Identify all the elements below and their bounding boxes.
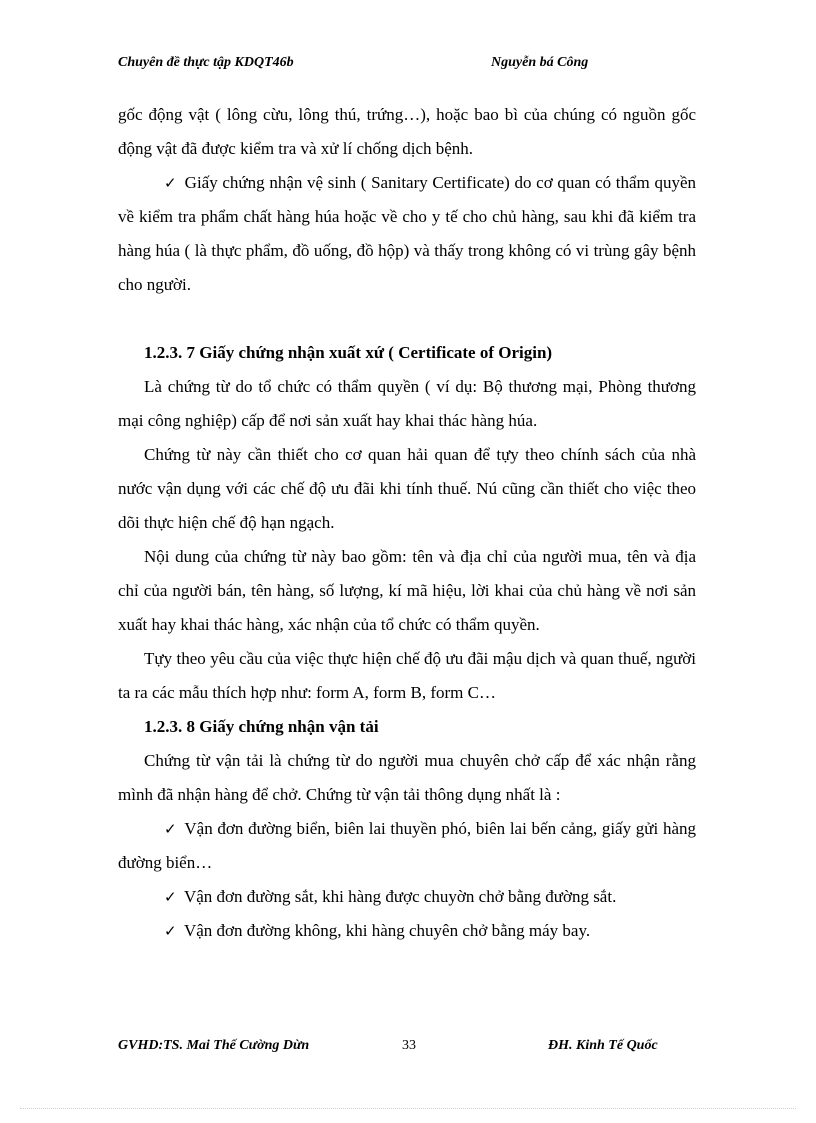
paragraph: Chứng từ này cần thiết cho cơ quan hải quan để tựy theo chính sách của nhà nước vận dụng với các chế độ ưu đãi khi tính thuế. Nú cũng cần thiết cho việc theo dõi thực hiện chế độ hạn ngạch.	[118, 445, 696, 532]
paragraph: Là chứng từ do tổ chức có thẩm quyền ( ví dụ: Bộ thương mại, Phòng thương mại công nghiệp) cấp để nơi sản xuất hay khai thác hàng húa.	[118, 377, 696, 430]
checklist-text: Vận đơn đường sắt, khi hàng được chuyờn chở bằng đường sắt.	[183, 887, 617, 906]
check-icon: ✓	[164, 922, 177, 940]
check-icon: ✓	[164, 820, 177, 838]
checklist-text: Vận đơn đường không, khi hàng chuyên chở bằng máy bay.	[183, 921, 591, 940]
page-number: 33	[402, 1038, 416, 1053]
footer-left: GVHD:TS. Mai Thế Cường Dừn	[118, 1038, 310, 1053]
page-bottom-divider	[20, 1108, 796, 1109]
paragraph: Chứng từ vận tải là chứng từ do người mua chuyên chở cấp để xác nhận rằng mình đã nhận hàng để chở. Chứng từ vận tải thông dụng nhất là :	[118, 751, 696, 804]
section-heading-1-2-3-7: 1.2.3. 7 Giấy chứng nhận xuất xứ ( Certificate of Origin)	[144, 343, 553, 362]
body-text	[118, 98, 696, 948]
paragraph: gốc động vật ( lông cừu, lông thú, trứng…), hoặc bao bì của chúng có nguồn gốc động vật đã được kiểm tra và xử lí chống dịch bệnh.	[118, 105, 696, 158]
checklist-item	[118, 914, 696, 948]
header-right: Nguyễn bá Công	[491, 55, 589, 70]
paragraph: Nội dung của chứng từ này bao gồm: tên và địa chỉ của người mua, tên và địa chỉ của người bán, tên hàng, số lượng, kí mã hiệu, lời khai của chủ hàng về nơi sản xuất hay khai thác hàng, xác nhận của tổ chức có thẩm quyền.	[118, 547, 696, 634]
checklist-text: Giấy chứng nhận vệ sinh ( Sanitary Certificate) do cơ quan có thẩm quyền về kiểm tra phẩm chất hàng húa hoặc về cho y tế cho chủ hàng, sau khi đã kiểm tra hàng húa ( là thực phẩm, đồ uống, đồ hộp) và thấy trong không có vi trùng gây bệnh cho người.	[118, 173, 696, 294]
checklist-item	[118, 166, 696, 302]
header-left: Chuyên đề thực tập KDQT46b	[118, 55, 294, 70]
check-icon: ✓	[164, 888, 177, 906]
checklist-text: Vận đơn đường biển, biên lai thuyền phó, biên lai bến cảng, giấy gửi hàng đường biển…	[118, 819, 696, 872]
check-icon: ✓	[164, 174, 177, 192]
checklist-item	[118, 812, 696, 880]
section-heading-1-2-3-8: 1.2.3. 8 Giấy chứng nhận vận tải	[144, 717, 379, 736]
footer-right: ĐH. Kinh Tế Quốc	[548, 1038, 658, 1053]
checklist-item	[118, 880, 696, 914]
paragraph: Tựy theo yêu cầu của việc thực hiện chế độ ưu đãi mậu dịch và quan thuế, người ta ra các mẫu thích hợp như: form A, form B, form C…	[118, 649, 696, 702]
